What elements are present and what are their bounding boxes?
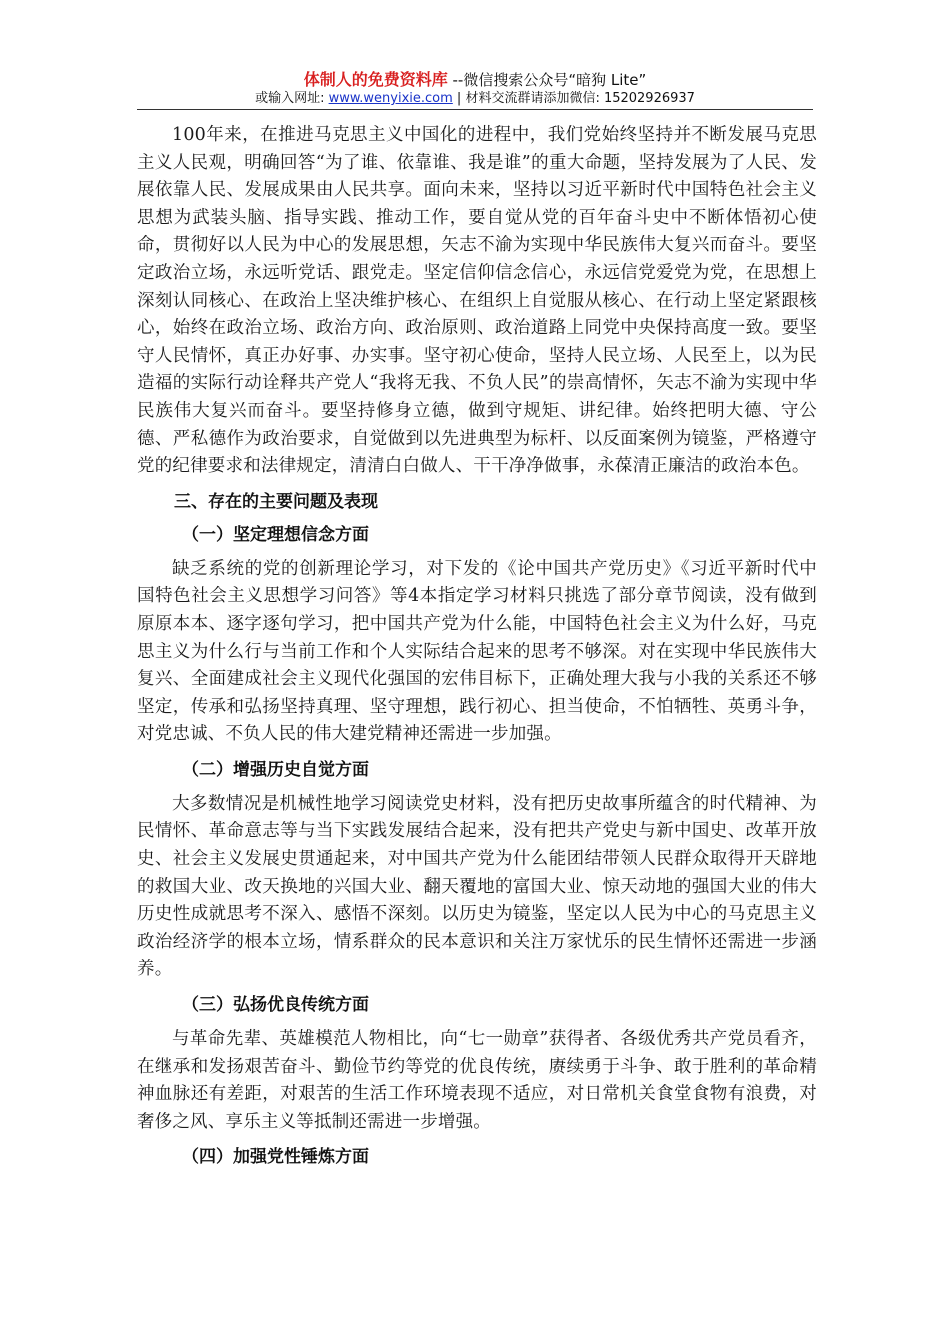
header-line-1 — [0, 70, 950, 90]
subsection-3-body: 与革命先辈、英雄模范人物相比，向“七一勋章”获得者、各级优秀共产党员看齐，在继承和发扬艰苦奋斗、勤俭节约等党的优良传统，赓续勇于斗争、敢于胜利的革命精神血脉还有差距，对艰苦的生活工作环境表现不适应，对日常机关食堂食物有浪费，对奢侈之风、享乐主义等抵制还需进一步增强。 — [137, 1029, 817, 1132]
document-body — [137, 122, 817, 1171]
subsection-3-title: （三）弘扬优良传统方面 — [182, 995, 369, 1016]
header-tagline: --微信搜索公众号“暗狗 Lite” — [447, 71, 647, 89]
page-header — [0, 70, 950, 108]
section-title: 三、存在的主要问题及表现 — [174, 491, 378, 512]
subsection-4-title: （四）加强党性锤炼方面 — [182, 1147, 369, 1168]
header-contact: | 材料交流群请添加微信: 15202926937 — [452, 91, 695, 106]
subsection-2-title: （二）增强历史自觉方面 — [182, 759, 369, 780]
intro-paragraph: 100年来，在推进马克思主义中国化的进程中，我们党始终坚持并不断发展马克思主义人民观，明确回答“为了谁、依靠谁、我是谁”的重大命题，坚持发展为了人民、发展依靠人民、发展成果由人民共享。面向未来，坚持以习近平新时代中国特色社会主义思想为武装头脑、指导实践、推动工作，要自觉从党的百年奋斗史中不断体悟初心使命，贯彻好以人民为中心的发展思想，矢志不渝为实现中华民族伟大复兴而奋斗。要坚定政治立场，永远听党话、跟党走。坚定信仰信念信心，永远信党爱党为党，在思想上深刻认同核心、在政治上坚决维护核心、在组织上自觉服从核心、在行动上坚定紧跟核心，始终在政治立场、政治方向、政治原则、政治道路上同党中央保持高度一致。要坚守人民情怀，真正办好事、办实事。坚守初心使命，坚持人民立场、人民至上，以为民造福的实际行动诠释共产党人“我将无我、不负人民”的崇高情怀，矢志不渝为实现中华民族伟大复兴而奋斗。要坚持修身立德，做到守规矩、讲纪律。始终把明大德、守公德、严私德作为政治要求，自觉做到以先进典型为标杆、以反面案例为镜鉴，严格遵守党的纪律要求和法律规定，清清白白做人、干干净净做事，永葆清正廉洁的政治本色。 — [137, 125, 817, 477]
header-line-2 — [0, 90, 950, 108]
header-brand: 体制人的免费资料库 — [303, 70, 448, 89]
subsection-1-title: （一）坚定理想信念方面 — [182, 524, 369, 545]
header-divider — [137, 109, 813, 110]
subsection-2-body: 大多数情况是机械性地学习阅读党史材料，没有把历史故事所蕴含的时代精神、为民情怀、革命意志等与当下实践发展结合起来，没有把共产党史与新中国史、改革开放史、社会主义发展史贯通起来，对中国共产党为什么能团结带领人民群众取得开天辟地的救国大业、改天换地的兴国大业、翻天覆地的富国大业、惊天动地的强国大业的伟大历史性成就思考不深入、感悟不深刻。以历史为镜鉴，坚定以人民为中心的马克思主义政治经济学的根本立场，情系群众的民本意识和关注万家忧乐的民生情怀还需进一步涵养。 — [137, 793, 817, 980]
subsection-1-body: 缺乏系统的党的创新理论学习，对下发的《论中国共产党历史》《习近平新时代中国特色社会主义思想学习问答》等4本指定学习材料只挑选了部分章节阅读，没有做到原原本本、逐字逐句学习，把中国共产党为什么能，中国特色社会主义为什么好，马克思主义为什么行与当前工作和个人实际结合起来的思考不够深。对在实现中华民族伟大复兴、全面建成社会主义现代化强国的宏伟目标下，正确处理大我与小我的关系还不够坚定，传承和弘扬坚持真理、坚守理想，践行初心、担当使命，不怕牺牲、英勇斗争，对党忠诚、不负人民的伟大建党精神还需进一步加强。 — [137, 558, 817, 745]
header-url-prefix: 或输入网址: — [255, 91, 329, 106]
header-url-link[interactable]: www.wenyixie.com — [328, 91, 453, 106]
